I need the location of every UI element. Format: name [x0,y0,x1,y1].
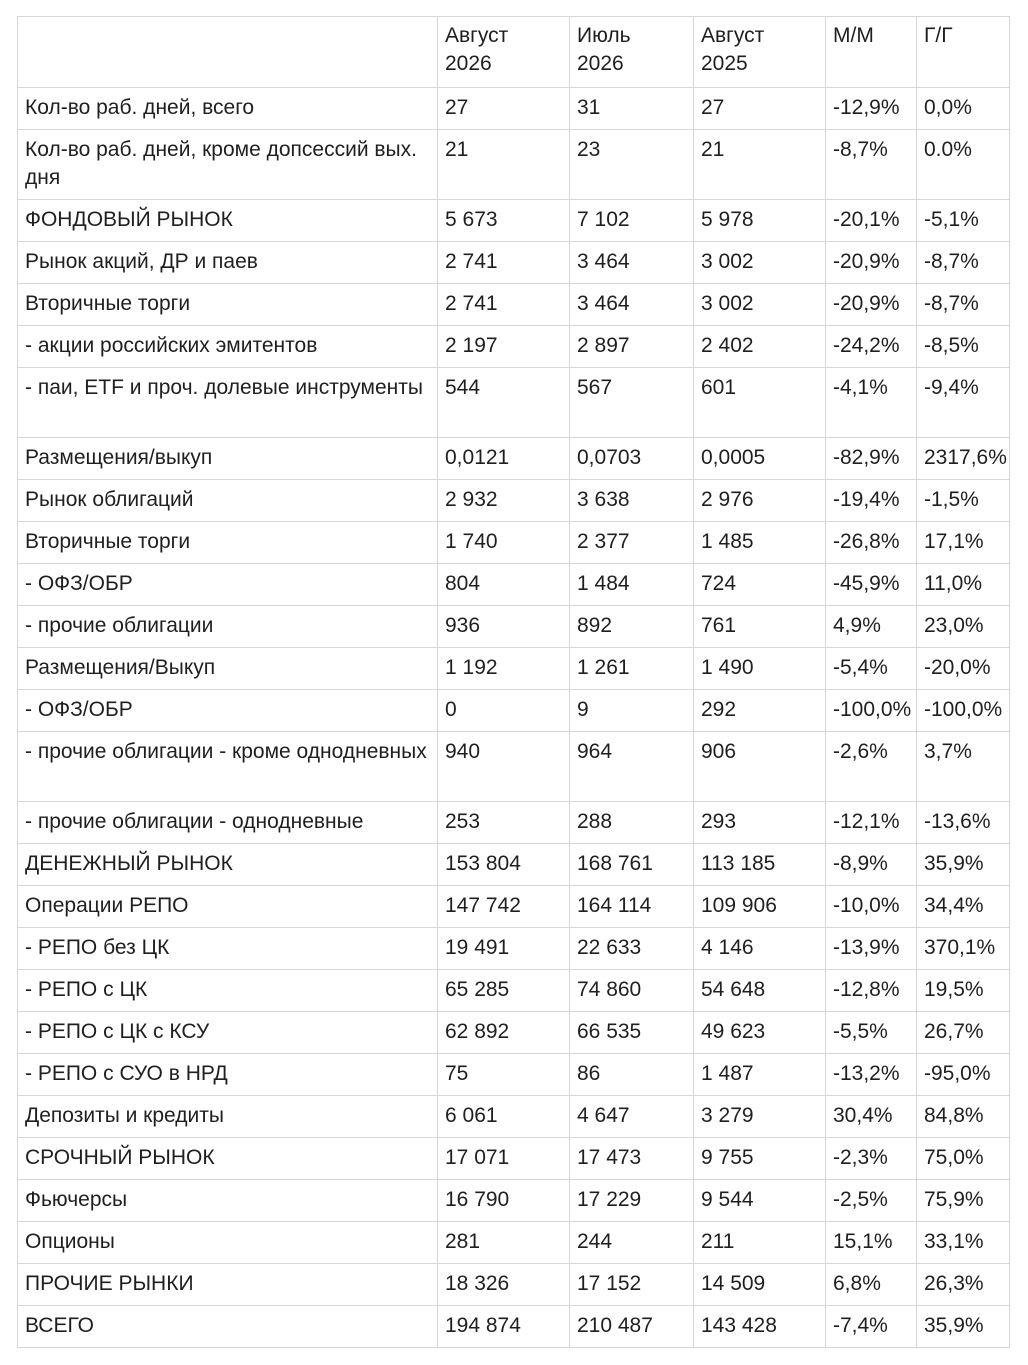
table-row [18,1222,1010,1264]
value-mom: -19,4% [826,480,917,522]
value-jul-2026: 892 [570,606,694,648]
header-aug-2026: Август 2026 [438,17,570,88]
table-row [18,1054,1010,1096]
value-aug-2026: 27 [438,88,570,130]
row-label: Депозиты и кредиты [18,1096,438,1138]
value-mom: -45,9% [826,564,917,606]
value-aug-2026: 17 071 [438,1138,570,1180]
value-aug-2026: 16 790 [438,1180,570,1222]
value-yoy: -9,4% [917,368,1010,438]
value-yoy: -20,0% [917,648,1010,690]
table-row [18,88,1010,130]
value-yoy: -8,7% [917,284,1010,326]
row-label: - ОФЗ/ОБР [18,690,438,732]
value-jul-2026: 3 464 [570,284,694,326]
value-mom: 6,8% [826,1264,917,1306]
value-mom: -2,5% [826,1180,917,1222]
row-label: Рынок акций, ДР и паев [18,242,438,284]
value-yoy: 0.0% [917,130,1010,200]
value-aug-2026: 18 326 [438,1264,570,1306]
row-label: ВСЕГО [18,1306,438,1348]
value-jul-2026: 3 638 [570,480,694,522]
value-mom: -5,5% [826,1012,917,1054]
value-aug-2025: 2 976 [694,480,826,522]
row-label: Вторичные торги [18,284,438,326]
row-label: Вторичные торги [18,522,438,564]
header-mom: М/М [826,17,917,88]
value-aug-2026: 5 673 [438,200,570,242]
value-aug-2025: 109 906 [694,886,826,928]
header-aug-2025: Август 2025 [694,17,826,88]
value-jul-2026: 22 633 [570,928,694,970]
value-yoy: -8,5% [917,326,1010,368]
value-aug-2025: 54 648 [694,970,826,1012]
value-yoy: 17,1% [917,522,1010,564]
value-yoy: 33,1% [917,1222,1010,1264]
value-jul-2026: 244 [570,1222,694,1264]
row-label: Размещения/Выкуп [18,648,438,690]
value-jul-2026: 74 860 [570,970,694,1012]
value-jul-2026: 2 897 [570,326,694,368]
row-label: Операции РЕПО [18,886,438,928]
value-aug-2025: 4 146 [694,928,826,970]
value-aug-2026: 1 740 [438,522,570,564]
row-label: ДЕНЕЖНЫЙ РЫНОК [18,844,438,886]
value-aug-2025: 0,0005 [694,438,826,480]
value-mom: -100,0% [826,690,917,732]
value-aug-2025: 9 755 [694,1138,826,1180]
value-aug-2026: 281 [438,1222,570,1264]
table-row [18,1306,1010,1348]
value-jul-2026: 168 761 [570,844,694,886]
value-yoy: 19,5% [917,970,1010,1012]
value-aug-2025: 3 002 [694,242,826,284]
value-yoy: 2317,6% [917,438,1010,480]
value-mom: -20,1% [826,200,917,242]
value-aug-2025: 113 185 [694,844,826,886]
row-label: - паи, ETF и проч. долевые инструменты [18,368,438,438]
value-aug-2026: 75 [438,1054,570,1096]
value-aug-2025: 9 544 [694,1180,826,1222]
table-row [18,1180,1010,1222]
value-aug-2025: 1 490 [694,648,826,690]
trading-volume-table [17,16,1010,1348]
value-yoy: -95,0% [917,1054,1010,1096]
value-aug-2026: 2 932 [438,480,570,522]
value-aug-2025: 3 002 [694,284,826,326]
value-aug-2026: 6 061 [438,1096,570,1138]
value-mom: -7,4% [826,1306,917,1348]
header-row [18,17,1010,88]
row-label: - РЕПО с ЦК с КСУ [18,1012,438,1054]
value-mom: -8,9% [826,844,917,886]
value-jul-2026: 4 647 [570,1096,694,1138]
value-aug-2025: 761 [694,606,826,648]
value-aug-2026: 253 [438,802,570,844]
value-aug-2026: 153 804 [438,844,570,886]
row-label: - ОФЗ/ОБР [18,564,438,606]
value-aug-2026: 2 197 [438,326,570,368]
row-label: - РЕПО без ЦК [18,928,438,970]
value-aug-2026: 194 874 [438,1306,570,1348]
value-jul-2026: 964 [570,732,694,802]
value-mom: -12,9% [826,88,917,130]
value-mom: -13,2% [826,1054,917,1096]
value-aug-2025: 3 279 [694,1096,826,1138]
value-mom: -12,8% [826,970,917,1012]
row-label: - прочие облигации [18,606,438,648]
table-row [18,970,1010,1012]
row-label: Фьючерсы [18,1180,438,1222]
value-mom: 4,9% [826,606,917,648]
value-aug-2025: 211 [694,1222,826,1264]
value-aug-2025: 27 [694,88,826,130]
value-yoy: -1,5% [917,480,1010,522]
value-mom: -13,9% [826,928,917,970]
table-row [18,1012,1010,1054]
value-yoy: 35,9% [917,1306,1010,1348]
value-aug-2026: 544 [438,368,570,438]
table-row [18,480,1010,522]
table-row [18,1096,1010,1138]
value-aug-2025: 5 978 [694,200,826,242]
value-aug-2025: 906 [694,732,826,802]
table-row [18,200,1010,242]
value-aug-2026: 0 [438,690,570,732]
value-aug-2026: 62 892 [438,1012,570,1054]
value-jul-2026: 3 464 [570,242,694,284]
value-yoy: 3,7% [917,732,1010,802]
row-label: Опционы [18,1222,438,1264]
value-jul-2026: 567 [570,368,694,438]
value-aug-2026: 1 192 [438,648,570,690]
value-aug-2025: 2 402 [694,326,826,368]
value-mom: -20,9% [826,284,917,326]
value-jul-2026: 86 [570,1054,694,1096]
value-mom: -24,2% [826,326,917,368]
table-row [18,438,1010,480]
table-row [18,130,1010,200]
value-yoy: 26,7% [917,1012,1010,1054]
value-jul-2026: 288 [570,802,694,844]
value-jul-2026: 1 261 [570,648,694,690]
value-aug-2025: 724 [694,564,826,606]
value-yoy: 35,9% [917,844,1010,886]
row-label: ФОНДОВЫЙ РЫНОК [18,200,438,242]
table-row [18,564,1010,606]
value-aug-2026: 0,0121 [438,438,570,480]
row-label: Кол-во раб. дней, всего [18,88,438,130]
value-aug-2026: 940 [438,732,570,802]
value-jul-2026: 1 484 [570,564,694,606]
table-row [18,648,1010,690]
value-mom: -20,9% [826,242,917,284]
value-aug-2025: 1 487 [694,1054,826,1096]
row-label: СРОЧНЫЙ РЫНОК [18,1138,438,1180]
value-jul-2026: 31 [570,88,694,130]
row-label: - акции российских эмитентов [18,326,438,368]
table-row [18,326,1010,368]
value-mom: -82,9% [826,438,917,480]
value-aug-2026: 2 741 [438,284,570,326]
value-yoy: 34,4% [917,886,1010,928]
table-row [18,284,1010,326]
value-yoy: 75,9% [917,1180,1010,1222]
row-label: Кол-во раб. дней, кроме допсессий вых. дня [18,130,438,200]
value-aug-2026: 2 741 [438,242,570,284]
value-aug-2025: 601 [694,368,826,438]
row-label: - прочие облигации - однодневные [18,802,438,844]
value-yoy: 11,0% [917,564,1010,606]
row-label: ПРОЧИЕ РЫНКИ [18,1264,438,1306]
value-mom: -2,6% [826,732,917,802]
value-jul-2026: 164 114 [570,886,694,928]
value-aug-2026: 147 742 [438,886,570,928]
value-yoy: -13,6% [917,802,1010,844]
value-aug-2026: 936 [438,606,570,648]
row-label: Рынок облигаций [18,480,438,522]
table-row [18,928,1010,970]
value-yoy: 75,0% [917,1138,1010,1180]
header-yoy: Г/Г [917,17,1010,88]
table-body [18,17,1010,1348]
value-aug-2026: 804 [438,564,570,606]
value-aug-2025: 292 [694,690,826,732]
value-aug-2025: 49 623 [694,1012,826,1054]
value-jul-2026: 17 229 [570,1180,694,1222]
value-aug-2025: 1 485 [694,522,826,564]
value-jul-2026: 23 [570,130,694,200]
table-row [18,368,1010,438]
table-row [18,886,1010,928]
table-row [18,802,1010,844]
value-yoy: -100,0% [917,690,1010,732]
header-corner-cell [18,17,438,88]
row-label: - прочие облигации - кроме однодневных [18,732,438,802]
value-aug-2026: 19 491 [438,928,570,970]
table-row [18,732,1010,802]
value-mom: 15,1% [826,1222,917,1264]
value-jul-2026: 9 [570,690,694,732]
table-row [18,522,1010,564]
value-mom: -8,7% [826,130,917,200]
value-yoy: -5,1% [917,200,1010,242]
row-label: - РЕПО с ЦК [18,970,438,1012]
value-yoy: 0,0% [917,88,1010,130]
value-mom: -2,3% [826,1138,917,1180]
value-yoy: 26,3% [917,1264,1010,1306]
row-label: Размещения/выкуп [18,438,438,480]
value-aug-2025: 143 428 [694,1306,826,1348]
value-aug-2025: 21 [694,130,826,200]
value-jul-2026: 17 473 [570,1138,694,1180]
value-aug-2025: 14 509 [694,1264,826,1306]
table-row [18,1264,1010,1306]
value-aug-2026: 65 285 [438,970,570,1012]
value-aug-2026: 21 [438,130,570,200]
table-row [18,242,1010,284]
table-row [18,606,1010,648]
value-jul-2026: 7 102 [570,200,694,242]
value-jul-2026: 17 152 [570,1264,694,1306]
row-label: - РЕПО с СУО в НРД [18,1054,438,1096]
value-mom: -5,4% [826,648,917,690]
value-jul-2026: 66 535 [570,1012,694,1054]
value-jul-2026: 210 487 [570,1306,694,1348]
value-aug-2025: 293 [694,802,826,844]
value-jul-2026: 2 377 [570,522,694,564]
table-row [18,690,1010,732]
table-row [18,1138,1010,1180]
value-jul-2026: 0,0703 [570,438,694,480]
value-mom: 30,4% [826,1096,917,1138]
value-mom: -26,8% [826,522,917,564]
value-yoy: 84,8% [917,1096,1010,1138]
value-yoy: -8,7% [917,242,1010,284]
value-mom: -12,1% [826,802,917,844]
value-yoy: 23,0% [917,606,1010,648]
value-mom: -10,0% [826,886,917,928]
value-mom: -4,1% [826,368,917,438]
table-row [18,844,1010,886]
value-yoy: 370,1% [917,928,1010,970]
header-jul-2026: Июль 2026 [570,17,694,88]
